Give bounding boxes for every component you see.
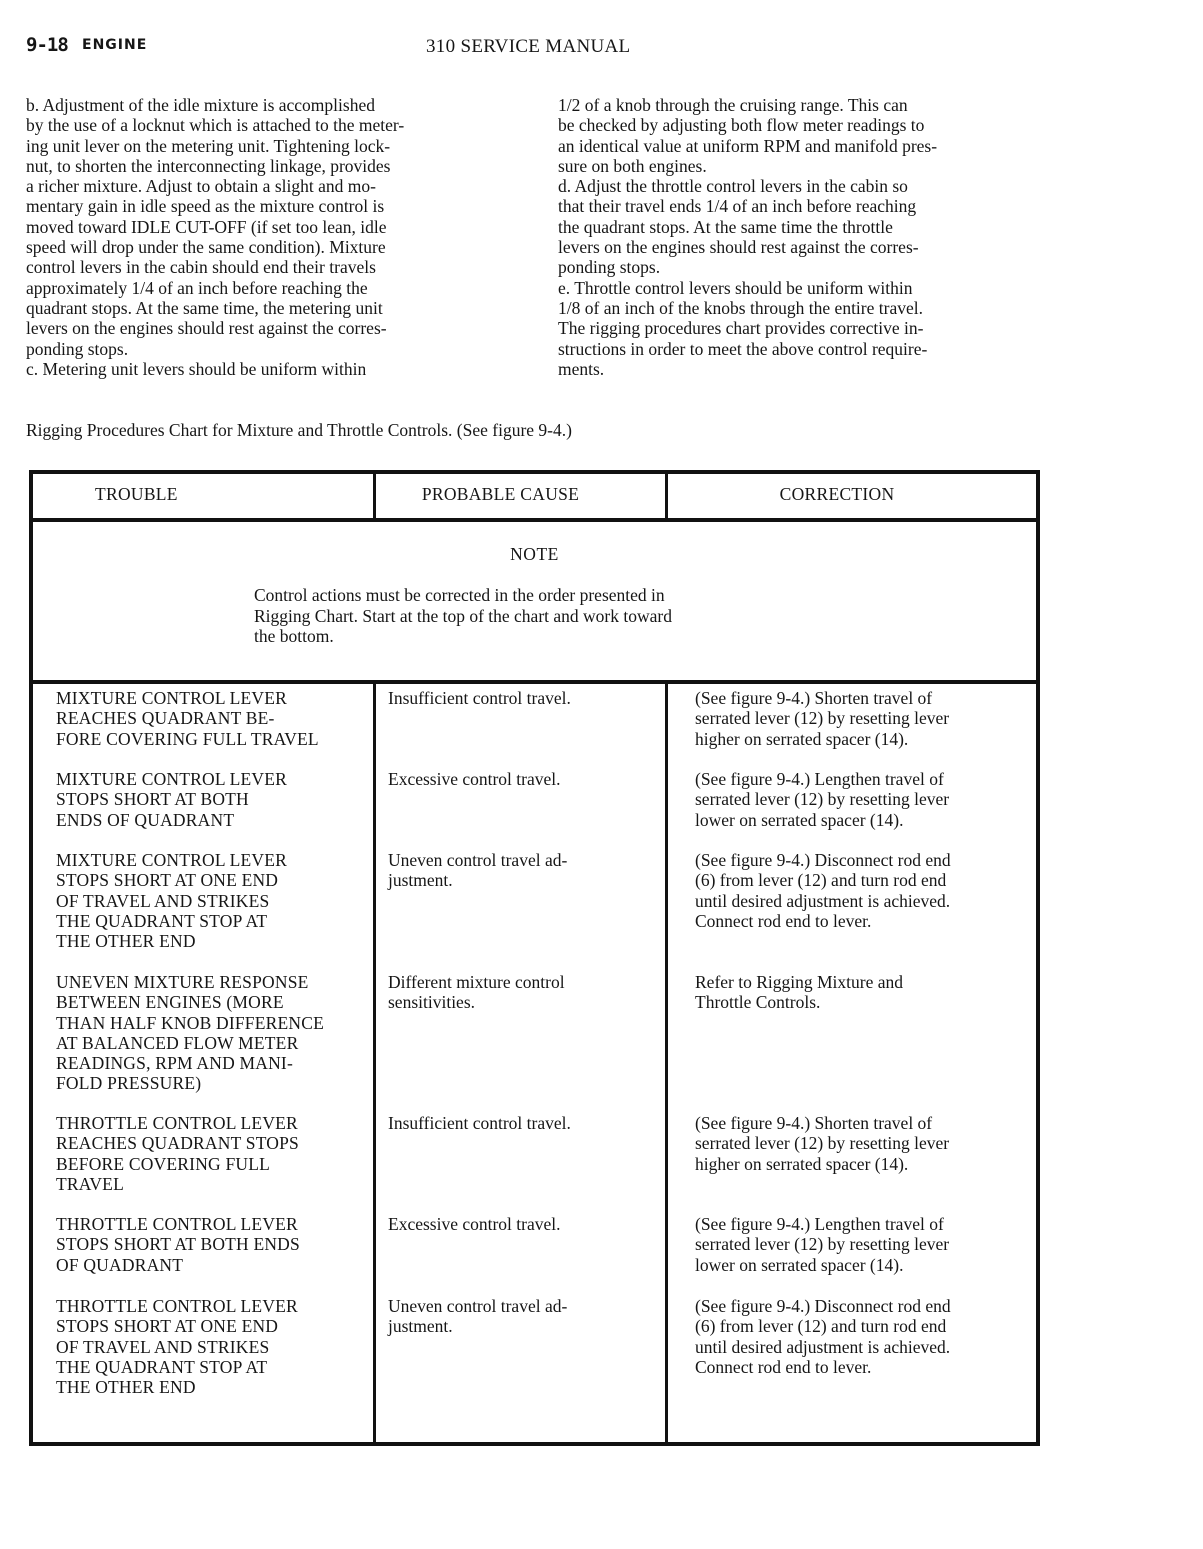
text-line: control levers in the cabin should end their travels [26,257,376,278]
cell-line: Uneven control travel ad- [388,850,568,870]
probable-cause-cell [388,1113,571,1133]
trouble-cell [56,850,287,951]
text-line: ments. [558,358,605,379]
cell-line: Insufficient control travel. [388,1113,571,1133]
cell-line: until desired adjustment is achieved. [695,1336,951,1357]
cell-line: Excessive control travel. [388,1214,561,1234]
cell-line: Excessive control travel. [388,769,561,789]
cell-line: Throttle Controls. [695,992,821,1013]
trouble-cell [56,688,319,749]
cell-line: Insufficient control travel. [388,688,571,708]
cell-line: (See figure 9-4.) Shorten travel of [695,1113,933,1133]
cell-line: (See figure 9-4.) Lengthen travel of [695,1214,944,1234]
correction-cell [695,1113,949,1174]
text-line: by the use of a locknut which is attached to the meter- [26,115,405,136]
text-line: ponding stops. [558,257,661,278]
text-line: e. Throttle control levers should be uniform within [558,277,913,298]
cell-line: justment. [388,1316,453,1337]
text-line: ponding stops. [26,338,129,359]
trouble-cell [56,769,287,830]
note-text [254,585,672,647]
cell-line: THAN HALF KNOB DIFFERENCE [56,1012,324,1033]
correction-cell [695,1296,951,1377]
trouble-cell [56,1296,298,1397]
cell-line: OF TRAVEL AND STRIKES [56,1336,270,1357]
cell-line: (6) from lever (12) and turn rod end [695,870,947,891]
text-line: Control actions must be corrected in the order presented in [254,585,665,605]
text-line: c. Metering unit levers should be uniform within [26,358,367,379]
header-probable-cause: PROBABLE CAUSE [373,474,665,518]
text-line: the quadrant stops. At the same time the throttle [558,216,893,237]
cell-line: OF TRAVEL AND STRIKES [56,890,270,911]
cell-line: serrated lever (12) by resetting lever [695,708,950,729]
cell-line: THROTTLE CONTROL LEVER [56,1296,298,1316]
note-box [33,522,1036,684]
cell-line: sensitivities. [388,992,476,1013]
cell-line: lower on serrated spacer (14). [695,1254,904,1275]
cell-line: READINGS, RPM AND MANI- [56,1053,293,1074]
cell-line: REACHES QUADRANT STOPS [56,1133,299,1154]
text-line: 1/2 of a knob through the cruising range. This can [558,95,908,115]
cell-line: THROTTLE CONTROL LEVER [56,1214,298,1234]
cell-line: MIXTURE CONTROL LEVER [56,850,288,870]
cell-line: STOPS SHORT AT ONE END [56,1316,279,1337]
cell-line: justment. [388,870,453,891]
rigging-procedures-table [29,470,1040,1446]
cell-line: STOPS SHORT AT BOTH ENDS [56,1234,300,1255]
cell-line: FOLD PRESSURE) [56,1073,202,1094]
text-line: an identical value at uniform RPM and manifold pres- [558,135,938,156]
cell-line: THE OTHER END [56,931,196,952]
cell-line: STOPS SHORT AT ONE END [56,870,279,891]
page-number: 9-18 [26,34,68,56]
cell-line: serrated lever (12) by resetting lever [695,1234,950,1255]
cell-line: REACHES QUADRANT BE- [56,708,275,729]
cell-line: higher on serrated spacer (14). [695,728,909,749]
header-correction: CORRECTION [665,474,1036,518]
cell-line: (See figure 9-4.) Lengthen travel of [695,769,944,789]
cell-line: (6) from lever (12) and turn rod end [695,1316,947,1337]
cell-line: serrated lever (12) by resetting lever [695,1133,950,1154]
cell-line: UNEVEN MIXTURE RESPONSE [56,972,309,992]
cell-line: ENDS OF QUADRANT [56,809,235,830]
cell-line: BEFORE COVERING FULL [56,1153,271,1174]
text-line: levers on the engines should rest against the corres- [26,318,387,339]
table-header-row [33,474,1036,522]
text-line: d. Adjust the throttle control levers in the cabin so [558,176,908,197]
text-line: approximately 1/4 of an inch before reaching the [26,277,368,298]
cell-line: THE QUADRANT STOP AT [56,910,268,931]
cell-line: BETWEEN ENGINES (MORE [56,992,284,1013]
column-divider [665,684,668,1446]
text-line: 1/8 of an inch of the knobs through the entire travel. [558,297,923,318]
probable-cause-cell [388,1214,561,1234]
text-line: The rigging procedures chart provides corrective in- [558,318,924,339]
text-line: structions in order to meet the above control require- [558,338,928,359]
text-line: the bottom. [254,626,334,646]
chart-caption: Rigging Procedures Chart for Mixture and Throttle Controls. (See figure 9-4.) [26,420,572,440]
cell-line: Connect rod end to lever. [695,1356,872,1377]
cell-line: Different mixture control [388,972,565,992]
cell-line: THE OTHER END [56,1377,196,1398]
manual-title: 310 SERVICE MANUAL [426,36,631,57]
probable-cause-cell [388,850,567,891]
text-line: b. Adjustment of the idle mixture is accomplished [26,95,375,115]
text-line: that their travel ends 1/4 of an inch before reaching [558,196,917,217]
text-line: ing unit lever on the metering unit. Tightening lock- [26,135,391,156]
cell-line: MIXTURE CONTROL LEVER [56,688,288,708]
text-line: Rigging Chart. Start at the top of the chart and work toward [254,605,672,626]
cell-line: STOPS SHORT AT BOTH [56,789,249,810]
cell-line: THROTTLE CONTROL LEVER [56,1113,298,1133]
note-title: NOTE [510,544,559,564]
cell-line: until desired adjustment is achieved. [695,890,951,911]
cell-line: lower on serrated spacer (14). [695,809,904,830]
header-trouble: TROUBLE [95,484,178,504]
text-line: moved toward IDLE CUT-OFF (if set too lean, idle [26,216,387,237]
cell-line: Uneven control travel ad- [388,1296,568,1316]
trouble-cell [56,1113,299,1194]
text-line: quadrant stops. At the same time, the metering unit [26,297,383,318]
cell-line: MIXTURE CONTROL LEVER [56,769,288,789]
cell-line: serrated lever (12) by resetting lever [695,789,950,810]
probable-cause-cell [388,688,571,708]
correction-cell [695,972,903,1013]
body-text-right-column [558,95,1058,379]
text-line: nut, to shorten the interconnecting linkage, provides [26,155,391,176]
cell-line: TRAVEL [56,1173,124,1194]
correction-cell [695,850,951,931]
trouble-cell [56,972,324,1094]
column-divider [373,684,376,1446]
cell-line: AT BALANCED FLOW METER [56,1032,299,1053]
probable-cause-cell [388,769,561,789]
text-line: a richer mixture. Adjust to obtain a slight and mo- [26,176,376,197]
table-body [33,684,1036,1446]
text-line: levers on the engines should rest against the corres- [558,237,919,258]
trouble-cell [56,1214,300,1275]
probable-cause-cell [388,1296,567,1337]
correction-cell [695,769,949,830]
cell-line: FORE COVERING FULL TRAVEL [56,728,319,749]
text-line: be checked by adjusting both flow meter readings to [558,115,925,136]
cell-line: (See figure 9-4.) Disconnect rod end [695,1296,951,1316]
probable-cause-cell [388,972,565,1013]
section-name: ENGINE [82,37,148,53]
body-text-left-column [26,95,526,379]
cell-line: (See figure 9-4.) Shorten travel of [695,688,933,708]
text-line: speed will drop under the same condition). Mixture [26,237,386,258]
text-line: sure on both engines. [558,155,707,176]
cell-line: Connect rod end to lever. [695,910,872,931]
correction-cell [695,1214,949,1275]
cell-line: THE QUADRANT STOP AT [56,1356,268,1377]
cell-line: (See figure 9-4.) Disconnect rod end [695,850,951,870]
text-line: mentary gain in idle speed as the mixture control is [26,196,385,217]
cell-line: Refer to Rigging Mixture and [695,972,904,992]
correction-cell [695,688,949,749]
cell-line: higher on serrated spacer (14). [695,1153,909,1174]
cell-line: OF QUADRANT [56,1254,184,1275]
